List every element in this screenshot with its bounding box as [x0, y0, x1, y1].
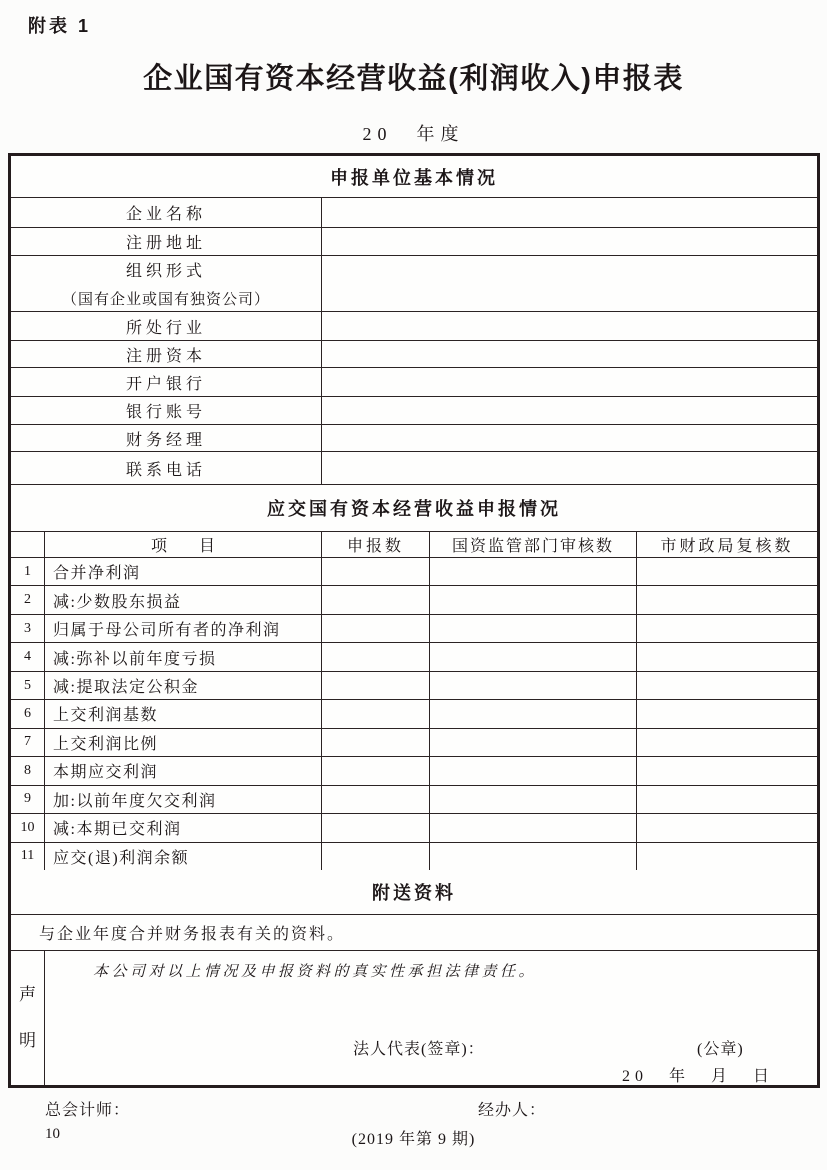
- col-header-sasac-review: 国资监管部门审核数: [430, 532, 637, 557]
- row-1-no: 1: [11, 558, 45, 585]
- row-11-no: 11: [11, 843, 45, 870]
- row-9-finance-field[interactable]: [637, 786, 817, 813]
- table-row-11: [11, 843, 817, 870]
- row-1-item-label: 合并净利润: [45, 558, 322, 585]
- row-5-declared-field[interactable]: [322, 672, 430, 699]
- company-name-field[interactable]: [322, 198, 817, 227]
- row-8-item-label: 本期应交利润: [45, 757, 322, 784]
- row-4-no: 4: [11, 643, 45, 670]
- statement-text: 本公司对以上情况及申报资料的真实性承担法律责任。: [93, 964, 538, 980]
- basic-row-industry: [11, 312, 817, 341]
- row-2-item-label: 减:少数股东损益: [45, 586, 322, 613]
- row-5-finance-field[interactable]: [637, 672, 817, 699]
- row-11-item-label: 应交(退)利润余额: [45, 843, 322, 870]
- row-6-item-label: 上交利润基数: [45, 700, 322, 727]
- issue-note: (2019 年第 9 期): [351, 1131, 476, 1148]
- row-2-finance-field[interactable]: [637, 586, 817, 613]
- table-row-3: [11, 615, 817, 643]
- industry-label: 所处行业: [11, 312, 322, 340]
- org-form-label: [11, 256, 322, 311]
- row-8-declared-field[interactable]: [322, 757, 430, 784]
- table-row-10: [11, 814, 817, 842]
- org-form-field[interactable]: [322, 256, 817, 311]
- row-4-finance-field[interactable]: [637, 643, 817, 670]
- row-2-declared-field[interactable]: [322, 586, 430, 613]
- row-4-item-label: 减:弥补以前年度亏损: [45, 643, 322, 670]
- row-1-declared-field[interactable]: [322, 558, 430, 585]
- row-3-no: 3: [11, 615, 45, 642]
- row-9-sasac-field[interactable]: [430, 786, 637, 813]
- registered-capital-field[interactable]: [322, 341, 817, 367]
- bank-label: 开户银行: [11, 368, 322, 396]
- form-title: 企业国有资本经营收益(利润收入)申报表: [143, 63, 684, 95]
- official-seal-label: (公章): [697, 1041, 744, 1058]
- row-1-finance-field[interactable]: [637, 558, 817, 585]
- legal-representative-signature-label: 法人代表(签章)：: [353, 1041, 485, 1058]
- finance-manager-field[interactable]: [322, 425, 817, 451]
- row-11-declared-field[interactable]: [322, 843, 430, 870]
- row-5-item-label: 减:提取法定公积金: [45, 672, 322, 699]
- col-header-no: [11, 532, 45, 557]
- row-7-declared-field[interactable]: [322, 729, 430, 756]
- phone-label: 联系电话: [11, 452, 322, 484]
- row-9-declared-field[interactable]: [322, 786, 430, 813]
- attachments-note-row: [11, 915, 817, 951]
- row-2-no: 2: [11, 586, 45, 613]
- bank-account-field[interactable]: [322, 397, 817, 424]
- bank-field[interactable]: [322, 368, 817, 396]
- table-row-9: [11, 786, 817, 814]
- table-row-7: [11, 729, 817, 757]
- row-8-no: 8: [11, 757, 45, 784]
- declaration-column-header-row: [11, 532, 817, 558]
- statement-row: [11, 951, 817, 1085]
- row-6-declared-field[interactable]: [322, 700, 430, 727]
- statement-content: [45, 951, 817, 1085]
- phone-field[interactable]: [322, 452, 817, 484]
- handler-label: 经办人：: [478, 1102, 547, 1119]
- section-basic-info-header: 申报单位基本情况: [11, 156, 817, 198]
- basic-row-bank: [11, 368, 817, 397]
- registered-capital-label: 注册资本: [11, 341, 322, 367]
- company-name-label: 企业名称: [11, 198, 322, 227]
- date-line: 20 年 月 日: [621, 1068, 774, 1085]
- table-row-8: [11, 757, 817, 785]
- basic-row-company-name: [11, 198, 817, 228]
- org-form-label-main: 组织形式: [125, 263, 206, 280]
- row-7-sasac-field[interactable]: [430, 729, 637, 756]
- basic-row-registered-address: [11, 228, 817, 256]
- row-2-sasac-field[interactable]: [430, 586, 637, 613]
- org-form-label-sub: （国有企业或国有独资公司）: [61, 292, 270, 308]
- table-row-4: [11, 643, 817, 671]
- row-7-item-label: 上交利润比例: [45, 729, 322, 756]
- registered-address-label: 注册地址: [11, 228, 322, 255]
- year-line: 20 年度: [362, 124, 465, 144]
- row-10-item-label: 减:本期已交利润: [45, 814, 322, 841]
- row-3-declared-field[interactable]: [322, 615, 430, 642]
- section-declaration-header: 应交国有资本经营收益申报情况: [11, 485, 817, 532]
- industry-field[interactable]: [322, 312, 817, 340]
- row-4-sasac-field[interactable]: [430, 643, 637, 670]
- basic-row-phone: [11, 452, 817, 485]
- statement-label: 声明: [11, 951, 45, 1085]
- row-3-finance-field[interactable]: [637, 615, 817, 642]
- row-11-sasac-field[interactable]: [430, 843, 637, 870]
- table-row-5: [11, 672, 817, 700]
- row-8-finance-field[interactable]: [637, 757, 817, 784]
- bank-account-label: 银行账号: [11, 397, 322, 424]
- row-11-finance-field[interactable]: [637, 843, 817, 870]
- row-3-item-label: 归属于母公司所有者的净利润: [45, 615, 322, 642]
- finance-manager-label: 财务经理: [11, 425, 322, 451]
- table-row-1: [11, 558, 817, 586]
- page-number: 10: [45, 1126, 60, 1142]
- declaration-form-table: [8, 153, 820, 1088]
- row-8-sasac-field[interactable]: [430, 757, 637, 784]
- attachments-note: 与企业年度合并财务报表有关的资料。: [39, 926, 346, 943]
- chief-accountant-label: 总会计师：: [45, 1102, 131, 1119]
- row-4-declared-field[interactable]: [322, 643, 430, 670]
- basic-row-finance-manager: [11, 425, 817, 452]
- attachment-label: 附表 1: [28, 16, 92, 36]
- basic-row-registered-capital: [11, 341, 817, 368]
- row-3-sasac-field[interactable]: [430, 615, 637, 642]
- row-10-no: 10: [11, 814, 45, 841]
- row-6-finance-field[interactable]: [637, 700, 817, 727]
- section-attachments-header: 附送资料: [11, 870, 817, 915]
- row-5-no: 5: [11, 672, 45, 699]
- registered-address-field[interactable]: [322, 228, 817, 255]
- row-10-sasac-field[interactable]: [430, 814, 637, 841]
- row-6-no: 6: [11, 700, 45, 727]
- row-6-sasac-field[interactable]: [430, 700, 637, 727]
- row-5-sasac-field[interactable]: [430, 672, 637, 699]
- col-header-item: 项 目: [45, 532, 322, 557]
- row-10-finance-field[interactable]: [637, 814, 817, 841]
- basic-row-bank-account: [11, 397, 817, 425]
- row-9-no: 9: [11, 786, 45, 813]
- table-row-2: [11, 586, 817, 614]
- row-9-item-label: 加:以前年度欠交利润: [45, 786, 322, 813]
- col-header-declared: 申报数: [322, 532, 430, 557]
- row-7-no: 7: [11, 729, 45, 756]
- row-1-sasac-field[interactable]: [430, 558, 637, 585]
- col-header-finance-review: 市财政局复核数: [660, 538, 794, 555]
- table-row-6: [11, 700, 817, 728]
- declaration-items-body: [11, 558, 817, 870]
- row-7-finance-field[interactable]: [637, 729, 817, 756]
- row-10-declared-field[interactable]: [322, 814, 430, 841]
- basic-row-org-form: [11, 256, 817, 312]
